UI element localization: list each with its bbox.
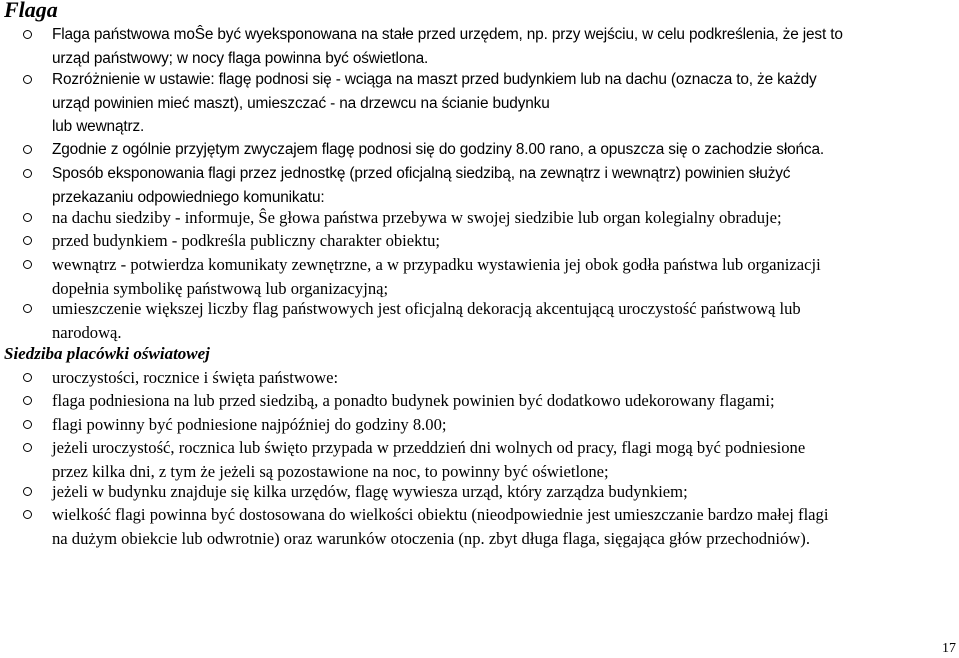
section-heading-flaga: Flaga xyxy=(4,0,58,22)
bullet-icon xyxy=(22,29,32,39)
bullet-icon xyxy=(22,509,32,519)
bullet-icon xyxy=(22,372,32,382)
text-line: przed budynkiem - podkreśla publiczny charakter obiektu; xyxy=(52,231,440,250)
list-item-text xyxy=(52,413,447,437)
text-line: flagi powinny być podniesione najpóźniej do godziny 8.00; xyxy=(52,415,447,434)
text-line: urząd państwowy; w nocy flaga powinna być oświetlona. xyxy=(52,49,429,67)
text-line: jeżeli w budynku znajduje się kilka urzędów, flagę wywiesza urząd, który zarządza budynkiem; xyxy=(52,482,688,501)
bullet-icon xyxy=(22,486,32,496)
bullet-icon xyxy=(22,395,32,405)
list-item-text xyxy=(52,503,828,550)
text-line: umieszczenie większej liczby flag państwowych jest oficjalną dekoracją akcentującą uroczystość państwową lub xyxy=(52,299,801,318)
list-item-text xyxy=(52,253,821,300)
bullet-icon xyxy=(22,259,32,269)
text-line: uroczystości, rocznice i święta państwowe: xyxy=(52,368,339,387)
text-line: na dużym obiekcie lub odwrotnie) oraz warunków otoczenia (np. zbyt długa flaga, sięgająca głów przechodniów). xyxy=(52,528,810,548)
text-line: dopełnia symbolikę państwową lub organizacyjną; xyxy=(52,278,389,298)
text-line: jeżeli uroczystość, rocznica lub święto przypada w przeddzień dni wolnych od pracy, flagi mogą być podniesione xyxy=(52,438,806,457)
text-line: Zgodnie z ogólnie przyjętym zwyczajem flagę podnosi się do godziny 8.00 rano, a opuszcza się o zachodzie słońca. xyxy=(52,141,824,158)
section-heading-siedziba: Siedziba placówki oświatowej xyxy=(4,344,210,363)
list-item-text xyxy=(52,23,843,70)
text-line: narodową. xyxy=(52,322,122,342)
bullet-icon xyxy=(22,144,32,154)
text-line: wielkość flagi powinna być dostosowana do wielkości obiektu (nieodpowiednie jest umieszczanie bardzo małej flagi xyxy=(52,505,829,524)
bullet-icon xyxy=(22,74,32,84)
bullet-icon xyxy=(22,235,32,245)
list-item-text xyxy=(52,138,824,162)
bullet-icon xyxy=(22,419,32,429)
list-item-text xyxy=(52,162,790,209)
list-item-text xyxy=(52,480,688,504)
text-line: lub wewnątrz. xyxy=(52,118,145,135)
text-line: przez kilka dni, z tym że jeżeli są pozostawione na noc, to powinny być oświetlone; xyxy=(52,461,609,481)
text-line: Rozróżnienie w ustawie: flagę podnosi się - wciąga na maszt przed budynkiem lub na dachu (oznacza to, że każdy xyxy=(52,71,817,88)
text-line: urząd powinien mieć maszt), umieszczać - na drzewcu na ścianie budynku xyxy=(52,94,550,112)
bullet-icon xyxy=(22,442,32,452)
page-number: 17 xyxy=(942,641,956,656)
list-item-text xyxy=(52,436,805,483)
text-line: Sposób eksponowania flagi przez jednostkę (przed oficjalną siedzibą, na zewnątrz i wewnątrz) powinien służyć xyxy=(52,165,791,182)
bullet-icon xyxy=(22,303,32,313)
text-line: przekazaniu odpowiedniego komunikatu: xyxy=(52,188,325,206)
text-line: wewnątrz - potwierdza komunikaty zewnętrzne, a w przypadku wystawienia jej obok godła państwa lub organizacji xyxy=(52,255,821,274)
list-item-text xyxy=(52,389,775,413)
list-item-text xyxy=(52,206,782,230)
list-item-text xyxy=(52,297,801,344)
list-item-text xyxy=(52,68,817,139)
list-item-text xyxy=(52,229,440,253)
text-line: na dachu siedziby - informuje, Ŝe głowa państwa przebywa w swojej siedzibie lub organ kolegialny obraduje; xyxy=(52,208,782,227)
bullet-icon xyxy=(22,168,32,178)
bullet-icon xyxy=(22,212,32,222)
text-line: flaga podniesiona na lub przed siedzibą, a ponadto budynek powinien być dodatkowo udekorowany flagami; xyxy=(52,391,775,410)
text-line: Flaga państwowa moŜe być wyeksponowana na stałe przed urzędem, np. przy wejściu, w celu podkreślenia, że jest to xyxy=(52,26,843,43)
list-item-text xyxy=(52,366,338,390)
